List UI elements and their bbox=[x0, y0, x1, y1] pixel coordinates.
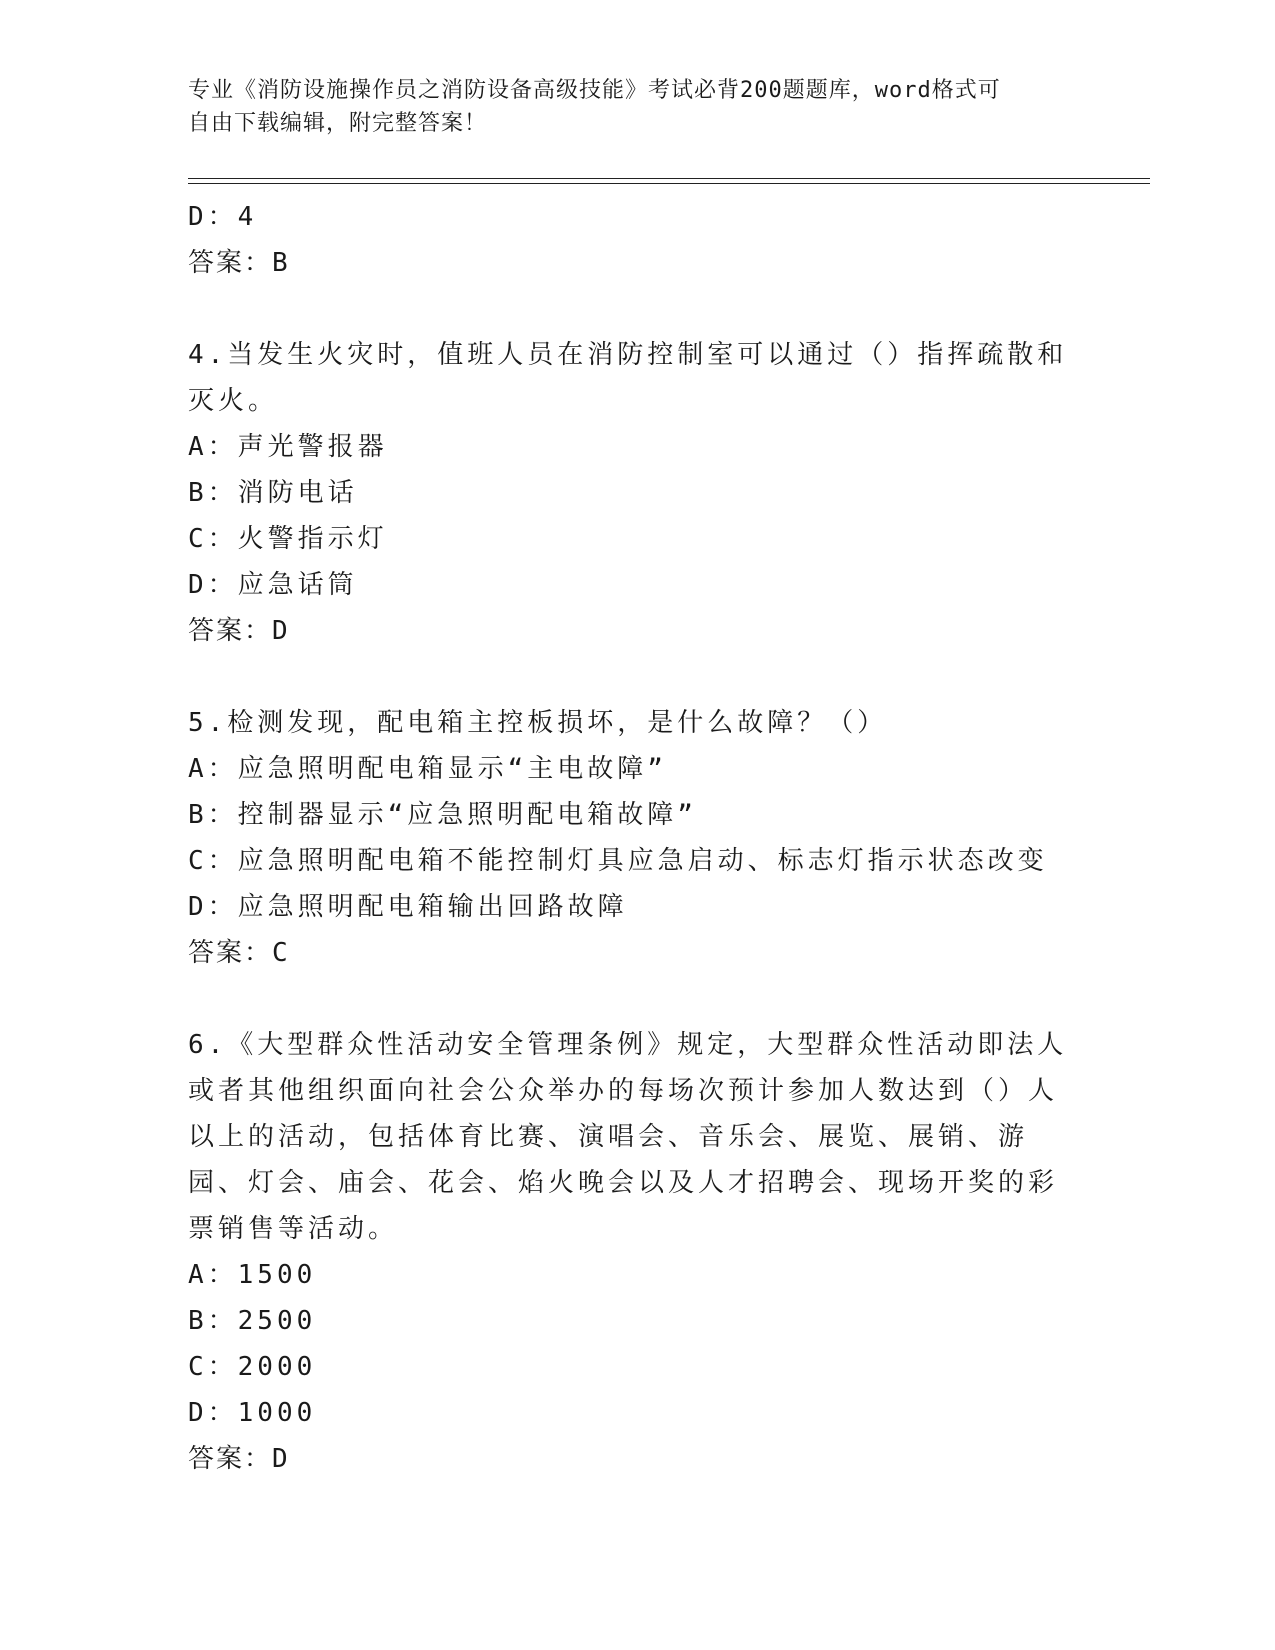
question-5-option-b: B：控制器显示“应急照明配电箱故障” bbox=[188, 800, 697, 830]
question-6-option-b: B：2500 bbox=[188, 1306, 317, 1336]
question-5-option-c: C：应急照明配电箱不能控制灯具应急启动、标志灯指示状态改变 bbox=[188, 846, 1048, 876]
question-6-option-c: C：2000 bbox=[188, 1352, 317, 1382]
prev-answer: 答案：B bbox=[188, 248, 290, 278]
header-line-2: 自由下载编辑，附完整答案！ bbox=[188, 111, 488, 136]
question-6-answer: 答案：D bbox=[188, 1444, 290, 1474]
question-5-option-d: D：应急照明配电箱输出回路故障 bbox=[188, 892, 628, 922]
question-4-answer: 答案：D bbox=[188, 616, 290, 646]
header-divider bbox=[188, 178, 1150, 184]
spacer bbox=[188, 976, 1068, 1022]
question-6-option-a: A：1500 bbox=[188, 1260, 317, 1290]
spacer bbox=[188, 286, 1068, 332]
document-header bbox=[188, 74, 1068, 140]
question-5-option-a: A：应急照明配电箱显示“主电故障” bbox=[188, 754, 667, 784]
prev-option-d: D：4 bbox=[188, 202, 258, 232]
spacer bbox=[188, 654, 1068, 700]
question-6-option-d: D：1000 bbox=[188, 1398, 317, 1428]
question-5-stem: 5.检测发现，配电箱主控板损坏，是什么故障？（） bbox=[188, 708, 888, 738]
question-4-option-b: B：消防电话 bbox=[188, 478, 358, 508]
question-6-stem: 6.《大型群众性活动安全管理条例》规定，大型群众性活动即法人或者其他组织面向社会公众举办的每场次预计参加人数达到（）人以上的活动，包括体育比赛、演唱会、音乐会、展览、展销、游园、灯会、庙会、花会、焰火晚会以及人才招聘会、现场开奖的彩票销售等活动。 bbox=[188, 1030, 1068, 1244]
question-4-option-a: A：声光警报器 bbox=[188, 432, 388, 462]
question-4-stem: 4.当发生火灾时，值班人员在消防控制室可以通过（）指挥疏散和灭火。 bbox=[188, 340, 1068, 416]
question-5-answer: 答案：C bbox=[188, 938, 290, 968]
question-4-option-d: D：应急话筒 bbox=[188, 570, 358, 600]
header-line-1: 专业《消防设施操作员之消防设备高级技能》考试必背200题题库，word格式可 bbox=[188, 78, 1001, 103]
question-4-option-c: C：火警指示灯 bbox=[188, 524, 388, 554]
question-list bbox=[188, 194, 1068, 1482]
